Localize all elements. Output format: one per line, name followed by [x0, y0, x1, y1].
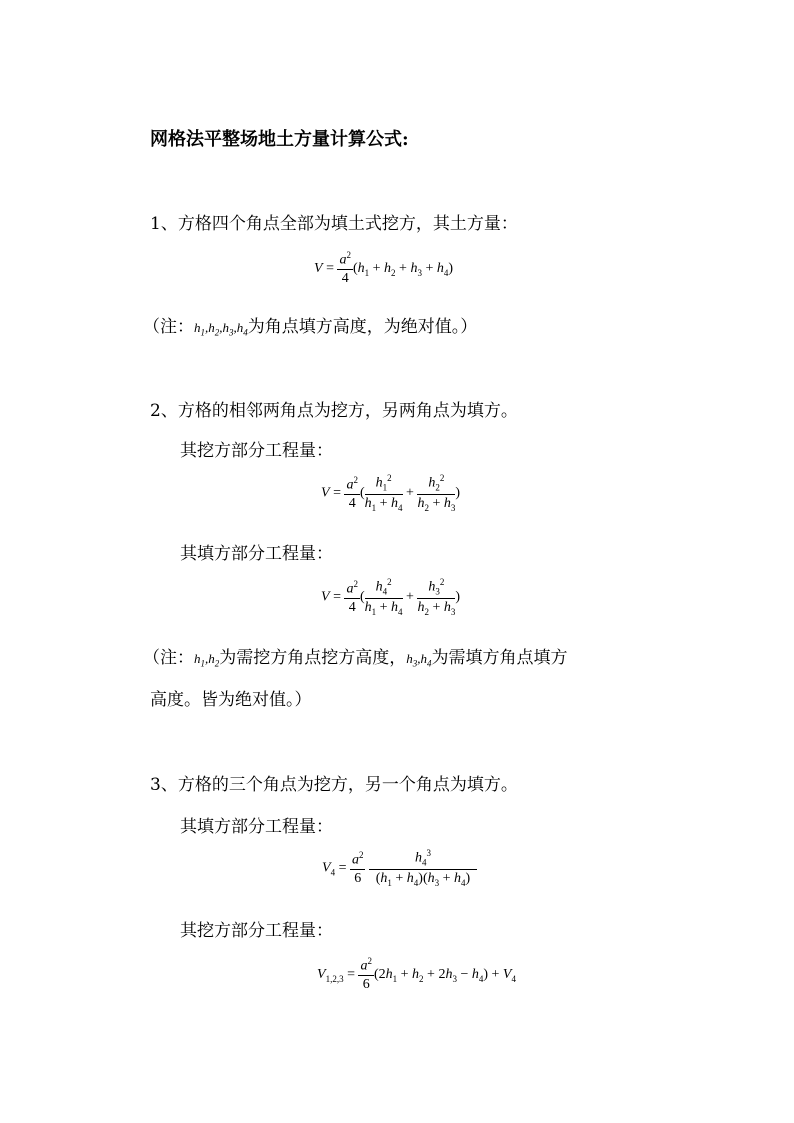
note-2-cut-variables: $h_1,h_2$: [194, 651, 220, 669]
note-2-prefix: （注：: [143, 648, 194, 668]
section-1-note: [143, 312, 477, 338]
formula-1: V = $\frac{a^2}{4}$ $(h_1 + h_2 + h_3 + h_4)$: [314, 250, 454, 287]
section-3-fill-label: 其填方部分工程量：: [180, 817, 333, 837]
section-2-note: [143, 643, 568, 669]
formula-2-fill: V = $\frac{a^2}{4}$ ( $\frac{h_4^2}{h_1 + h_4}$ + $\frac{h_3^2}{h_2 + h_3}$ ): [321, 577, 461, 617]
formula-2-cut: V = $\frac{a^2}{4}$ ( $\frac{h_1^2}{h_1 + h_4}$ + $\frac{h_2^2}{h_2 + h_3}$ ): [321, 473, 461, 513]
note-1-prefix: （注：: [143, 317, 194, 337]
note-2-suffix: 为需填方角点填方: [431, 648, 568, 668]
note-2-mid: 为需挖方角点挖方高度，: [219, 648, 407, 668]
note-2-fill-variables: $h_3,h_4$: [406, 651, 432, 669]
section-3-cut-label: 其挖方部分工程量：: [180, 921, 333, 941]
section-2-fill-label: 其填方部分工程量：: [180, 544, 333, 564]
note-1-variables: $h_1,h_2,h_3,h_4$: [194, 320, 248, 338]
section-3-heading: 3、方格的三个角点为挖方，另一个角点为填方。: [150, 775, 518, 795]
page-title: 网格法平整场地土方量计算公式:: [150, 129, 409, 150]
note-1-suffix: 为角点填方高度，为绝对值。）: [247, 317, 478, 337]
section-2-cut-label: 其挖方部分工程量：: [180, 441, 333, 461]
section-2-note-line2: 高度。皆为绝对值。）: [150, 690, 312, 710]
formula-3-fill: $V_4$ = $\frac{a^2}{6}$ $\frac{h_4^3}{(h_1 + h_4)(h_3 + h_4)}$: [322, 848, 477, 889]
formula-3-cut: $V_{1,2,3}$ = $\frac{a^2}{6}$ $(2h_1 + h_2 + 2h_3 - h_4) + V_4$: [317, 956, 516, 993]
section-1-heading: 1、方格四个角点全部为填土式挖方，其土方量：: [150, 214, 518, 234]
section-2-heading: 2、方格的相邻两角点为挖方，另两角点为填方。: [150, 401, 518, 421]
